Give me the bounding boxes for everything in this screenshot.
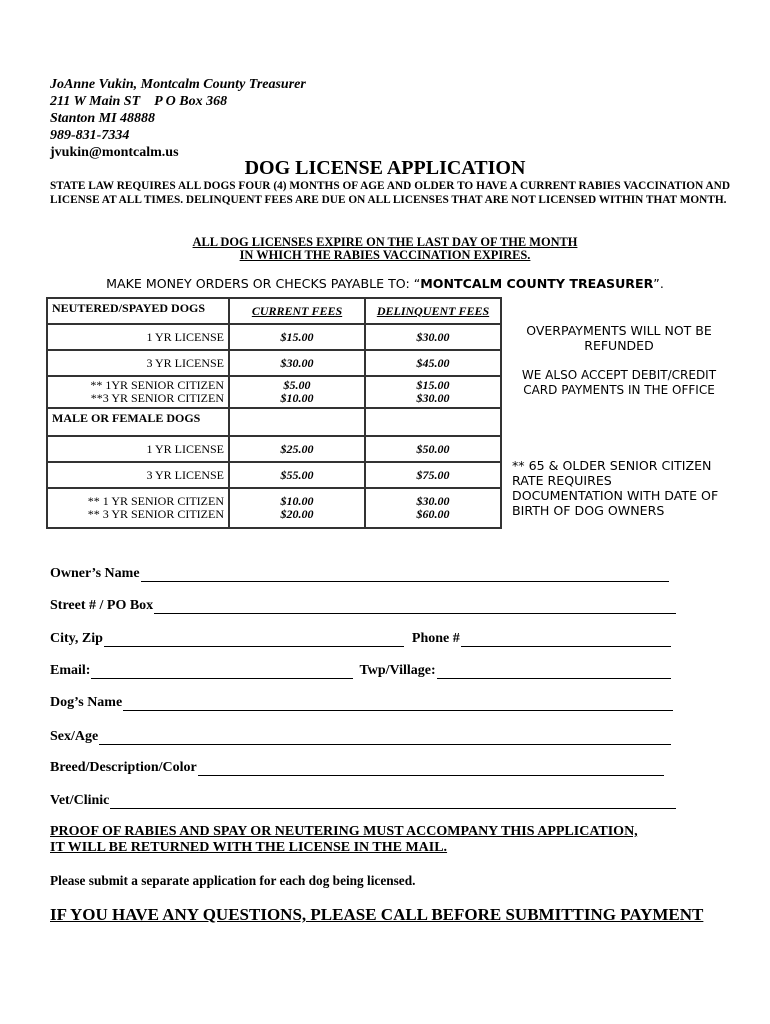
table-row: [47, 436, 501, 462]
owner-name-field: [50, 566, 669, 582]
fee-line: $30.00: [416, 494, 450, 508]
table-section-row: [47, 408, 501, 436]
dog-name-input[interactable]: [123, 696, 673, 711]
phone-input[interactable]: [461, 632, 671, 647]
email-twp-field: [50, 663, 671, 679]
row-label: 1 YR LICENSE: [47, 436, 229, 462]
senior-rate-note: ** 65 & OLDER SENIOR CITIZEN RATE REQUIRES DOCUMENTATION WITH DATE OF BIRTH OF DOG OWNERS: [512, 458, 719, 518]
payable-prefix: MAKE MONEY ORDERS OR CHECKS PAYABLE TO: “: [106, 276, 421, 291]
street-address: 211 W Main ST P O Box 368: [50, 94, 228, 109]
current-fee: [229, 376, 365, 408]
table-row: [47, 488, 501, 528]
fee-line: $60.00: [416, 507, 450, 521]
fee-line: $10.00: [280, 494, 314, 508]
street-input[interactable]: [154, 599, 676, 614]
vet-input[interactable]: [110, 794, 676, 809]
breed-field: [50, 760, 664, 776]
table-row: [47, 350, 501, 376]
delinquent-fee: [365, 488, 501, 528]
dog-name-field: [50, 695, 673, 711]
current-fee: $15.00: [229, 324, 365, 350]
email-label: Email:: [50, 663, 91, 678]
city-state: Stanton MI 48888: [50, 111, 156, 126]
separate-application-note: Please submit a separate application for each dog being licensed.: [50, 873, 416, 888]
proof-notice: [50, 824, 638, 856]
email: jvukin@montcalm.us: [50, 145, 179, 160]
fee-line: $20.00: [280, 507, 314, 521]
fee-line: $5.00: [283, 378, 311, 392]
delinquent-fee: $45.00: [365, 350, 501, 376]
label-line: ** 1 YR SENIOR CITIZEN: [87, 494, 224, 508]
questions-notice: IF YOU HAVE ANY QUESTIONS, PLEASE CALL BEFORE SUBMITTING PAYMENT: [50, 905, 704, 924]
current-fees-header: CURRENT FEES: [229, 298, 365, 324]
twp-label: Twp/Village:: [359, 663, 436, 678]
table-row: [47, 376, 501, 408]
payee: MONTCALM COUNTY TREASURER: [420, 276, 654, 291]
treasurer-name: JoAnne Vukin, Montcalm County Treasurer: [50, 77, 306, 92]
row-label: 3 YR LICENSE: [47, 462, 229, 488]
male-female-header: MALE OR FEMALE DOGS: [47, 408, 229, 436]
delinquent-fee: $30.00: [365, 324, 501, 350]
page-title: DOG LICENSE APPLICATION: [244, 157, 526, 179]
city-zip-input[interactable]: [104, 632, 404, 647]
email-input[interactable]: [91, 664, 353, 679]
card-payment-note: WE ALSO ACCEPT DEBIT/CREDIT CARD PAYMENTS IN THE OFFICE: [521, 368, 717, 397]
table-header-row: [47, 298, 501, 324]
breed-label: Breed/Description/Color: [50, 760, 197, 775]
city-zip-label: City, Zip: [50, 631, 103, 646]
city-zip-field: [50, 631, 671, 647]
overpayment-note: OVERPAYMENTS WILL NOT BE REFUNDED: [526, 323, 712, 353]
owner-name-label: Owner’s Name: [50, 566, 140, 581]
phone-label: Phone #: [411, 631, 460, 646]
delinquent-fee: $75.00: [365, 462, 501, 488]
owner-name-input[interactable]: [141, 567, 669, 582]
phone: 989-831-7334: [50, 128, 130, 143]
street-field: [50, 598, 676, 614]
current-fee: $55.00: [229, 462, 365, 488]
delinquent-fee: [365, 376, 501, 408]
sex-age-field: [50, 729, 671, 745]
current-fee: $30.00: [229, 350, 365, 376]
current-fee: [229, 488, 365, 528]
delinquent-fees-header: DELINQUENT FEES: [365, 298, 501, 324]
expire-line-2: IN WHICH THE RABIES VACCINATION EXPIRES.: [239, 248, 531, 262]
sex-age-input[interactable]: [99, 730, 671, 745]
expiration-notice: [0, 236, 770, 262]
treasurer-address: [50, 76, 306, 161]
sex-age-label: Sex/Age: [50, 729, 99, 744]
row-label: 1 YR LICENSE: [47, 324, 229, 350]
label-line: **3 YR SENIOR CITIZEN: [90, 391, 224, 405]
proof-line-2: IT WILL BE RETURNED WITH THE LICENSE IN THE MAIL.: [50, 840, 448, 855]
vet-label: Vet/Clinic: [50, 793, 110, 808]
neutered-header: NEUTERED/SPAYED DOGS: [47, 298, 229, 324]
empty-cell: [229, 408, 365, 436]
row-label: 3 YR LICENSE: [47, 350, 229, 376]
row-label: [47, 376, 229, 408]
delinquent-fee: $50.00: [365, 436, 501, 462]
fee-table: [46, 297, 502, 529]
vet-field: [50, 793, 676, 809]
table-row: [47, 324, 501, 350]
empty-cell: [365, 408, 501, 436]
proof-line-1: PROOF OF RABIES AND SPAY OR NEUTERING MUST ACCOMPANY THIS APPLICATION,: [50, 824, 638, 839]
expire-line-1: ALL DOG LICENSES EXPIRE ON THE LAST DAY OF THE MONTH: [192, 235, 578, 249]
street-label: Street # / PO Box: [50, 598, 154, 613]
table-row: [47, 462, 501, 488]
twp-input[interactable]: [437, 664, 671, 679]
state-law-text: STATE LAW REQUIRES ALL DOGS FOUR (4) MONTHS OF AGE AND OLDER TO HAVE A CURRENT RABIES VACCINATION AND LICENSE AT ALL TIMES. DELINQUENT FEES ARE DUE ON ALL LICENSES THAT ARE NOT LICENSED WITHIN THAT MONTH.: [50, 180, 730, 206]
fee-line: $10.00: [280, 391, 314, 405]
label-line: ** 1YR SENIOR CITIZEN: [90, 378, 224, 392]
fee-line: $15.00: [416, 378, 450, 392]
dog-name-label: Dog’s Name: [50, 695, 123, 710]
payable-suffix: ”.: [653, 276, 664, 291]
payable-notice: [0, 276, 770, 291]
breed-input[interactable]: [198, 761, 664, 776]
label-line: ** 3 YR SENIOR CITIZEN: [87, 507, 224, 521]
fee-line: $30.00: [416, 391, 450, 405]
current-fee: $25.00: [229, 436, 365, 462]
row-label: [47, 488, 229, 528]
